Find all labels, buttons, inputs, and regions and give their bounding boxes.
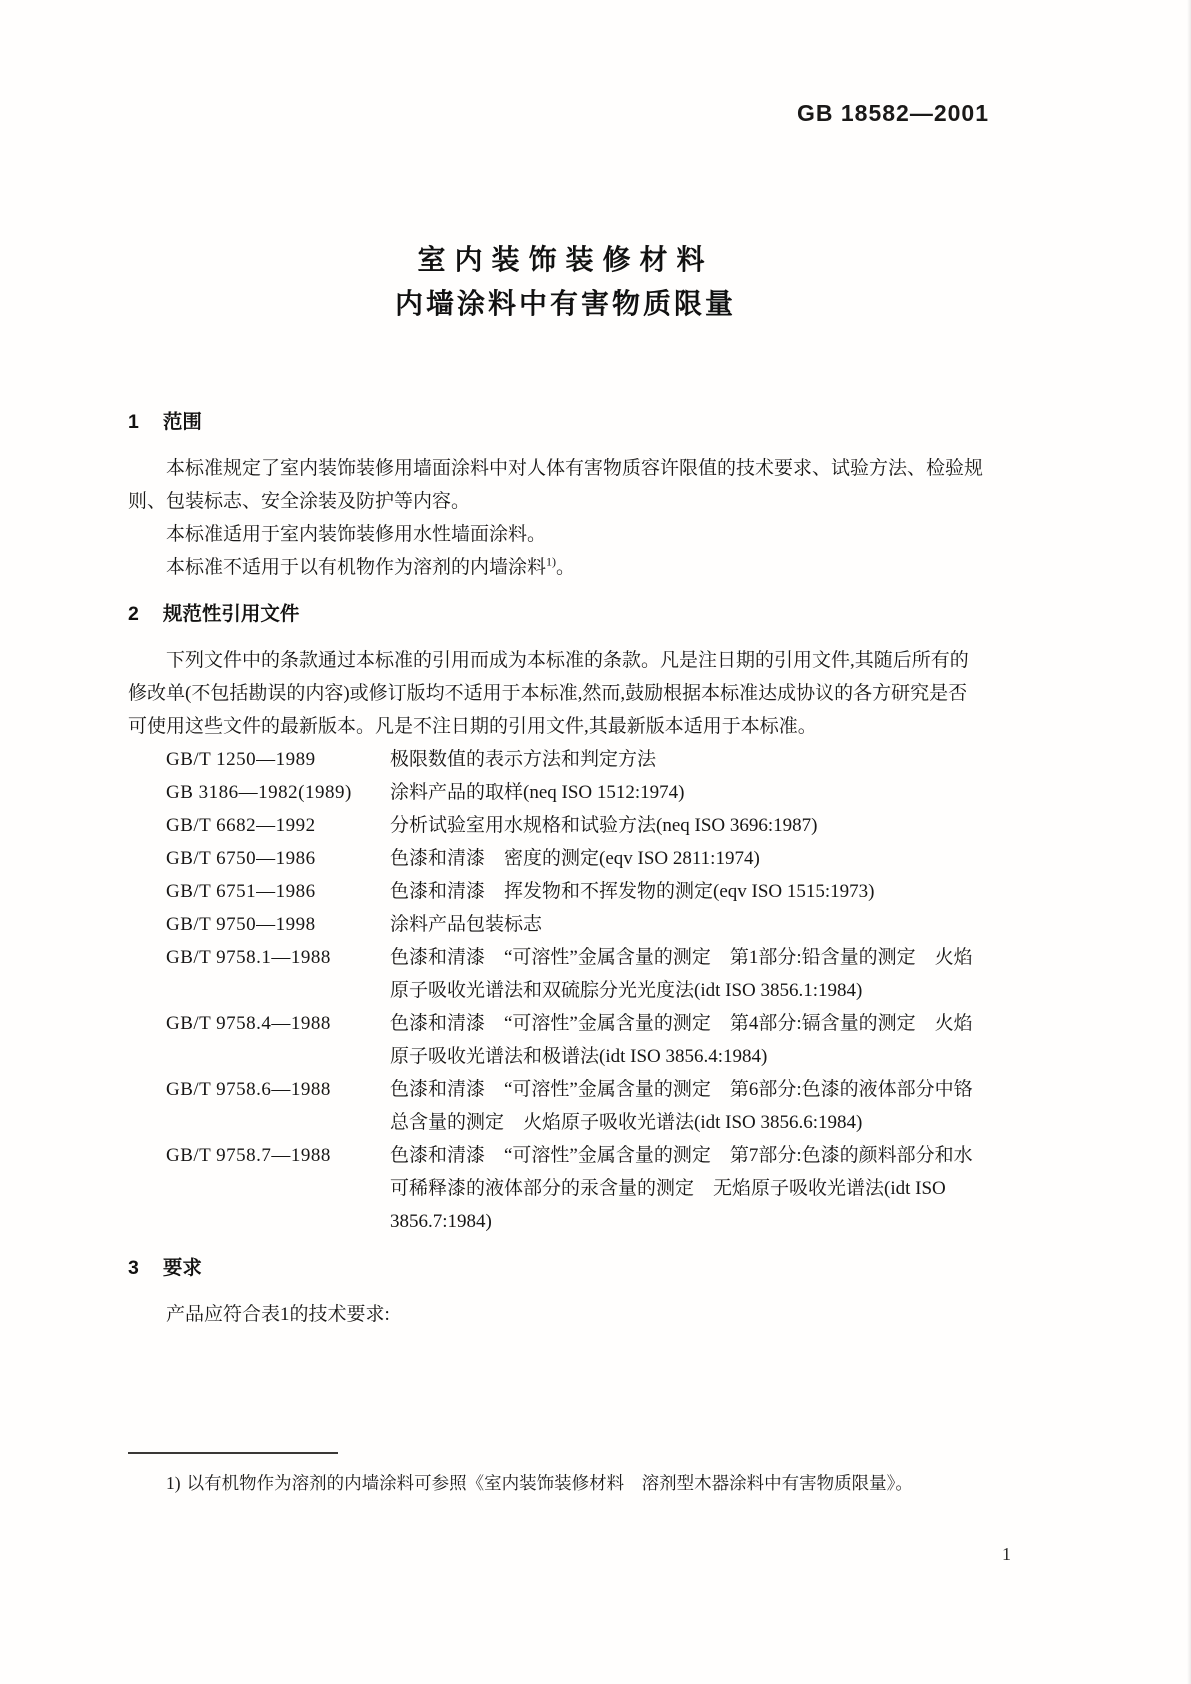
reference-item — [166, 1139, 985, 1238]
scope-paragraph-1: 本标准规定了室内装饰装修用墙面涂料中对人体有害物质容许限值的技术要求、试验方法、检验规则、包装标志、安全涂装及防护等内容。 — [128, 458, 984, 512]
section-2-heading — [128, 598, 985, 631]
reference-code: GB 3186—1982(1989) — [166, 782, 352, 803]
footnote-reference-mark: 1) — [546, 554, 557, 569]
title-line-1: 室内装饰装修材料 — [417, 244, 714, 275]
reference-title: 极限数值的表示方法和判定方法 — [390, 749, 657, 770]
reference-item — [166, 743, 985, 776]
reference-list — [128, 743, 985, 1238]
reference-item — [166, 1007, 985, 1073]
reference-title: 色漆和清漆 “可溶性”金属含量的测定 第1部分:铅含量的测定 火焰原子吸收光谱法和双硫腙分光光度法(idt ISO 3856.1:1984) — [390, 947, 973, 1001]
section-3-heading — [128, 1252, 985, 1285]
reference-item — [166, 941, 985, 1007]
footnote-text — [166, 1470, 988, 1496]
scope-paragraph-2: 本标准适用于室内装饰装修用水性墙面涂料。 — [166, 524, 547, 545]
reference-title: 涂料产品包装标志 — [390, 914, 543, 935]
reference-code: GB/T 6750—1986 — [166, 848, 316, 869]
section-2-title: 规范性引用文件 — [162, 603, 300, 625]
reference-code: GB/T 9758.1—1988 — [166, 947, 331, 968]
section-3-title: 要求 — [162, 1257, 202, 1279]
section-2-number: 2 — [128, 603, 139, 625]
reference-code: GB/T 9758.4—1988 — [166, 1013, 331, 1034]
section-1-title: 范围 — [162, 411, 202, 433]
reference-title: 色漆和清漆 “可溶性”金属含量的测定 第7部分:色漆的颜料部分和水可稀释漆的液体部分的汞含量的测定 无焰原子吸收光谱法(idt ISO 3856.7:1984) — [390, 1145, 973, 1232]
scope-paragraph-3-text: 本标准不适用于以有机物作为溶剂的内墙涂料 — [166, 557, 547, 578]
reference-title: 分析试验室用水规格和试验方法(neq ISO 3696:1987) — [390, 815, 818, 836]
references-intro-paragraph: 下列文件中的条款通过本标准的引用而成为本标准的条款。凡是注日期的引用文件,其随后所有的修改单(不包括勘误的内容)或修订版均不适用于本标准,然而,鼓励根据本标准达成协议的各方研究是否可使用这些文件的最新版本。凡是不注日期的引用文件,其最新版本适用于本标准。 — [128, 650, 969, 737]
reference-item — [166, 809, 985, 842]
reference-title: 色漆和清漆 “可溶性”金属含量的测定 第6部分:色漆的液体部分中铬总含量的测定 火焰原子吸收光谱法(idt ISO 3856.6:1984) — [390, 1079, 973, 1133]
reference-code: GB/T 6751—1986 — [166, 881, 316, 902]
section-3-number: 3 — [128, 1257, 139, 1279]
footnote-divider — [128, 1452, 338, 1454]
reference-item — [166, 875, 985, 908]
standard-code: GB 18582—2001 — [796, 100, 989, 126]
reference-item — [166, 908, 985, 941]
reference-code: GB/T 6682—1992 — [166, 815, 316, 836]
requirements-paragraph: 产品应符合表1的技术要求: — [166, 1304, 390, 1325]
section-1-heading — [128, 406, 985, 439]
reference-code: GB/T 9750—1998 — [166, 914, 316, 935]
reference-code: GB/T 1250—1989 — [166, 749, 316, 770]
footnote — [128, 1452, 988, 1496]
footnote-body: 以有机物作为溶剂的内墙涂料可参照《室内装饰装修材料 溶剂型木器涂料中有害物质限量》。 — [186, 1473, 913, 1493]
page-number: 1 — [1002, 1544, 1011, 1564]
title-line-2: 内墙涂料中有害物质限量 — [394, 288, 736, 319]
footnote-marker: 1) — [166, 1473, 181, 1493]
reference-item — [166, 1073, 985, 1139]
reference-title: 色漆和清漆 “可溶性”金属含量的测定 第4部分:镉含量的测定 火焰原子吸收光谱法和极谱法(idt ISO 3856.4:1984) — [390, 1013, 973, 1067]
reference-item — [166, 776, 985, 809]
reference-title: 涂料产品的取样(neq ISO 1512:1974) — [390, 782, 685, 803]
reference-code: GB/T 9758.6—1988 — [166, 1079, 331, 1100]
reference-title: 色漆和清漆 密度的测定(eqv ISO 2811:1974) — [390, 848, 760, 869]
document-title — [0, 238, 1131, 326]
reference-title: 色漆和清漆 挥发物和不挥发物的测定(eqv ISO 1515:1973) — [390, 881, 875, 902]
scope-paragraph-3 — [128, 551, 985, 584]
document-body — [128, 406, 985, 1331]
reference-item — [166, 842, 985, 875]
section-1-number: 1 — [128, 411, 139, 433]
reference-code: GB/T 9758.7—1988 — [166, 1145, 331, 1166]
scope-paragraph-3-period: 。 — [556, 557, 576, 578]
